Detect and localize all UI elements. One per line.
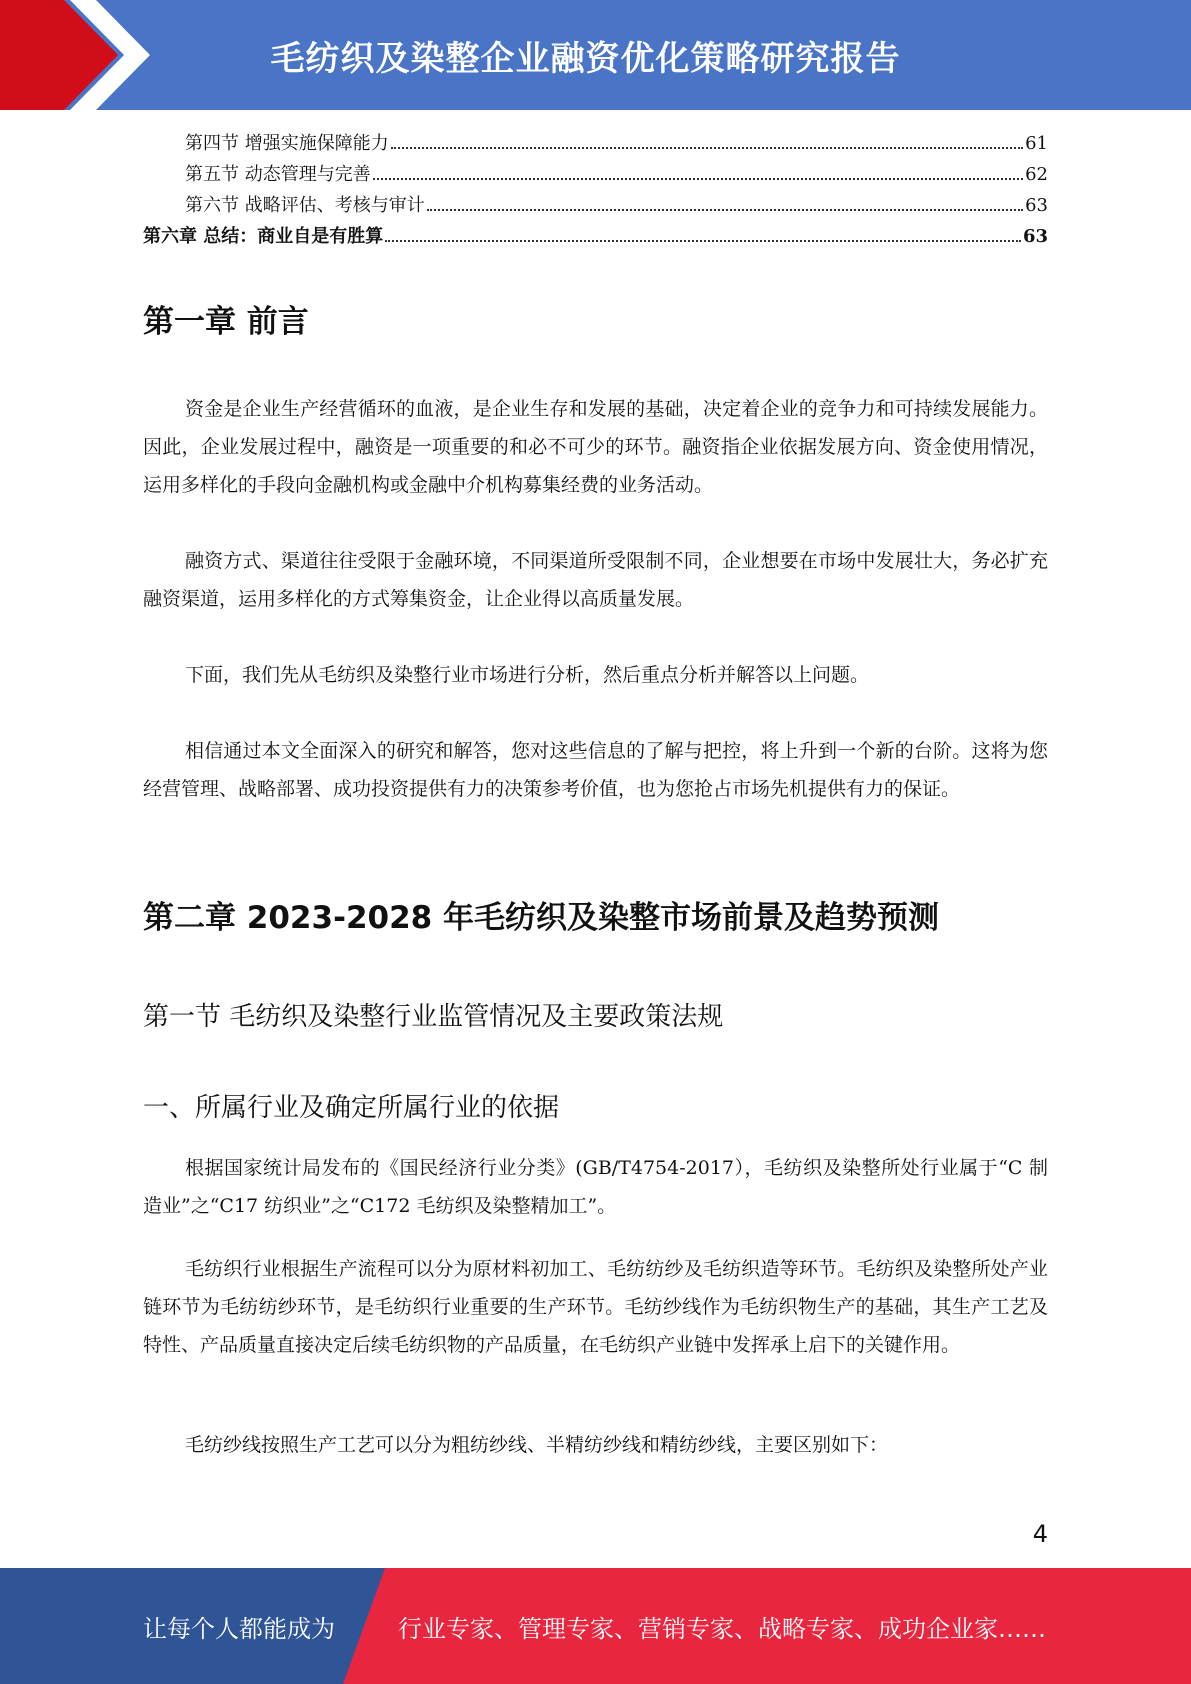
toc-entry[interactable]	[143, 190, 1048, 221]
toc-leader	[427, 209, 1023, 211]
paragraph: 下面，我们先从毛纺织及染整行业市场进行分析，然后重点分析并解答以上问题。	[185, 664, 870, 686]
toc-entry[interactable]	[143, 128, 1048, 159]
paragraph: 毛纺纱线按照生产工艺可以分为粗纺纱线、半精纺纱线和精纺纱线，主要区别如下：	[185, 1434, 889, 1456]
toc-leader	[391, 147, 1023, 149]
footer-slogan-left: 让每个人都能成为	[143, 1614, 335, 1643]
section-title: 第一节 毛纺织及染整行业监管情况及主要政策法规	[143, 1002, 724, 1032]
toc-entry-page: 62	[1025, 164, 1048, 185]
page-footer	[0, 1568, 1191, 1684]
toc-entry[interactable]	[143, 159, 1048, 190]
footer-slogan-right: 行业专家、管理专家、营销专家、战略专家、成功企业家……	[398, 1614, 1046, 1643]
toc-entry-page: 63	[1025, 195, 1048, 216]
subsection-title: 一、所属行业及确定所属行业的依据	[143, 1093, 560, 1123]
paragraph: 资金是企业生产经营循环的血液，是企业生存和发展的基础，决定着企业的竞争力和可持续发展能力。因此，企业发展过程中，融资是一项重要的和必不可少的环节。融资指企业依据发展方向、资金使用情况，运用多样化的手段向金融机构或金融中介机构募集经费的业务活动。	[143, 398, 1048, 496]
chevron-decoration-icon	[0, 0, 160, 110]
toc-entry-text: 第四节 增强实施保障能力	[185, 133, 389, 154]
toc-entry-text: 第六章 总结：商业自是有胜算	[143, 226, 384, 247]
toc-entry-text: 第六节 战略评估、考核与审计	[185, 195, 425, 216]
toc-entry[interactable]	[143, 221, 1048, 252]
toc-leader	[385, 240, 1021, 242]
paragraph: 根据国家统计局发布的《国民经济行业分类》(GB/T4754-2017），毛纺织及染整所处行业属于“C 制造业”之“C17 纺织业”之“C172 毛纺织及染整精加工”。	[143, 1157, 1048, 1217]
paragraph: 融资方式、渠道往往受限于金融环境，不同渠道所受限制不同，企业想要在市场中发展壮大，务必扩充融资渠道，运用多样化的方式筹集资金，让企业得以高质量发展。	[143, 550, 1048, 610]
toc-entry-text: 第五节 动态管理与完善	[185, 164, 371, 185]
chapter-title: 第一章 前言	[143, 304, 309, 340]
report-title: 毛纺织及染整企业融资优化策略研究报告	[270, 38, 901, 79]
table-of-contents	[143, 128, 1048, 252]
toc-entry-page: 61	[1025, 133, 1048, 154]
toc-entry-page: 63	[1022, 226, 1048, 247]
paragraph: 相信通过本文全面深入的研究和解答，您对这些信息的了解与把控，将上升到一个新的台阶。这将为您经营管理、战略部署、成功投资提供有力的决策参考价值，也为您抢占市场先机提供有力的保证。	[143, 740, 1048, 800]
page-number: 4	[1032, 1520, 1048, 1548]
paragraph: 毛纺织行业根据生产流程可以分为原材料初加工、毛纺纺纱及毛纺织造等环节。毛纺织及染整所处产业链环节为毛纺纺纱环节，是毛纺织行业重要的生产环节。毛纺纱线作为毛纺织物生产的基础，其生产工艺及特性、产品质量直接决定后续毛纺织物的产品质量，在毛纺织产业链中发挥承上启下的关键作用。	[143, 1258, 1048, 1356]
chapter-title: 第二章 2023-2028 年毛纺织及染整市场前景及趋势预测	[143, 900, 940, 936]
toc-leader	[373, 178, 1023, 180]
page-content	[143, 128, 1048, 252]
page-header	[0, 0, 1191, 110]
